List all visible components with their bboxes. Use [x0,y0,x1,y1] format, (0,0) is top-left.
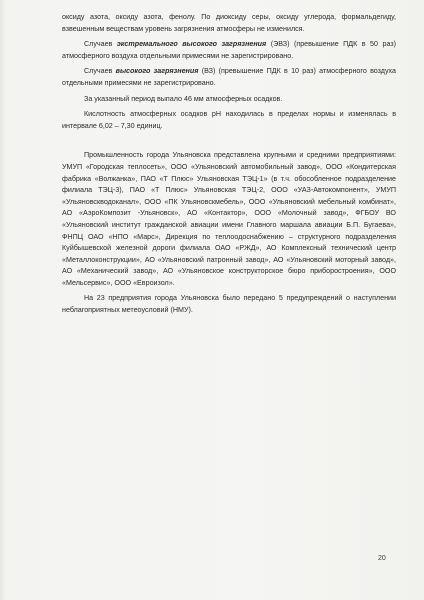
paragraph-high-pollution [62,66,396,89]
paragraph-warnings: На 23 предприятия города Ульяновска было передано 5 предупреждений о наступлении неблагоприятных метеоусловий (НМУ). [62,294,396,315]
paragraph-suffix: (ЭВЗ) (превышение ПДК в 50 раз) атмосферного воздуха отдельными примесями не зарегистрировано. [62,40,396,60]
paragraph-extreme-pollution [62,39,396,62]
page-number: 20 [378,555,386,562]
paragraph-acidity: Кислотность атмосферных осадков рН находилась в пределах нормы и изменялась в интервале 6,02 – 7,30 единиц. [62,110,396,130]
paragraph-pollution-levels: оксиду азота, оксиду азота, фенолу. По диоксиду серы, оксиду углерода, формальдегиду, взвешенным веществам уровень загрязнения атмосферы не изменился. [62,13,396,33]
emphasis-high-pollution: высокого загрязнения [115,67,199,76]
paragraph-industry: Промышленность города Ульяновска представлена крупными и средними предприятиями: УМУП «Городская теплосеть», ООО «Ульяновский автомобильный завод», ООО «Кондитерская фабрика «Волжанка», ПАО «Т Плюс» Ульяновская ТЭЦ-1» (в т.ч. обособленное подразделение филиала ТЭЦ-3), ПАО «Т Плюс» Ульяновская ТЭЦ-2, ООО «УАЗ-Автокомпонент», УМУП «Ульяновскводоканал», ООО «ПК Ульяновскмебель», ООО «Ульяновский мебельный комбинат», АО «АэроКомпозит -Ульяновск», АО «Контактор», ООО «Молочный завод», ФГБОУ ВО «Ульяновский институт гражданской авиации имени Главного маршала авиации Б.П. Бугаева», ФНПЦ ОАО «НПО «Марс», Дирекция по теплоодоснабжению – структурного подразделения Куйбышевской железной дороги филиала ОАО «РЖД», АО Комплексный технический центр «Металлоконструкции», АО «Ульяновский патронный завод», АО «Ульяновский моторный завод», АО «Механический завод», АО «Ульяновское конструкторское бюро приборостроения», ООО «Мельсервис», ООО «Евроизол». [62,151,396,287]
paragraph-suffix: (ВЗ) (превышение ПДК в 10 раз) атмосферного воздуха отдельными примесями не зарегистрировано. [62,67,396,87]
emphasis-extreme-high-pollution: экстремального высокого загрязнения [116,40,267,49]
paragraph-prefix: Случаев [84,40,117,49]
paragraph-precipitation: За указанный период выпало 46 мм атмосферных осадков. [84,94,283,103]
paragraph-prefix: Случаев [84,67,116,76]
document-body [62,12,396,317]
